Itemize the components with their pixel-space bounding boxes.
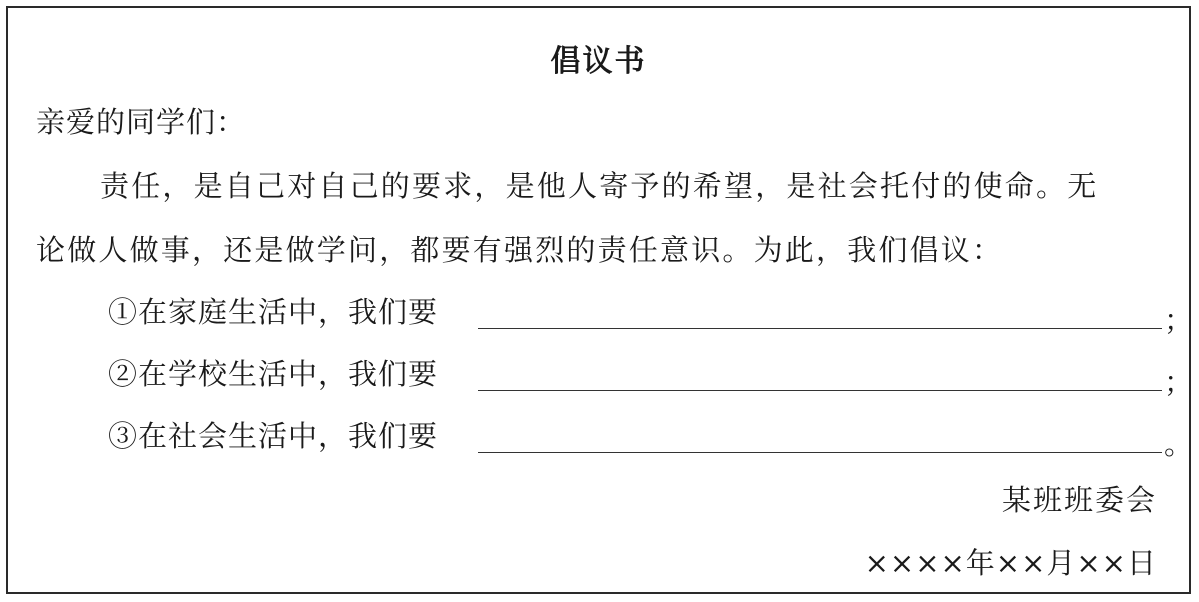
proposal-item-family: ①在家庭生活中，我们要 bbox=[108, 295, 439, 329]
body-paragraph-line-1: 责任，是自己对自己的要求，是他人寄予的希望，是社会托付的使命。无 bbox=[100, 169, 1099, 203]
proposal-item-school: ②在学校生活中，我们要 bbox=[108, 357, 439, 391]
item-end-punctuation: ； bbox=[1164, 303, 1194, 337]
fill-in-blank-family[interactable] bbox=[478, 328, 1162, 329]
fill-in-blank-society[interactable] bbox=[478, 452, 1162, 453]
proposal-item-society: ③在社会生活中，我们要 bbox=[108, 419, 439, 453]
item-end-punctuation: ； bbox=[1164, 365, 1194, 399]
item-end-punctuation: 。 bbox=[1164, 427, 1194, 461]
body-paragraph-line-2: 论做人做事，还是做学问，都要有强烈的责任意识。为此，我们倡议： bbox=[36, 233, 1004, 267]
greeting: 亲爱的同学们： bbox=[36, 105, 247, 139]
date-line: ××××年××月××日 bbox=[864, 546, 1157, 580]
document-title: 倡议书 bbox=[550, 44, 647, 79]
signature: 某班班委会 bbox=[1001, 483, 1157, 517]
document-frame bbox=[6, 6, 1194, 594]
fill-in-blank-school[interactable] bbox=[478, 390, 1162, 391]
